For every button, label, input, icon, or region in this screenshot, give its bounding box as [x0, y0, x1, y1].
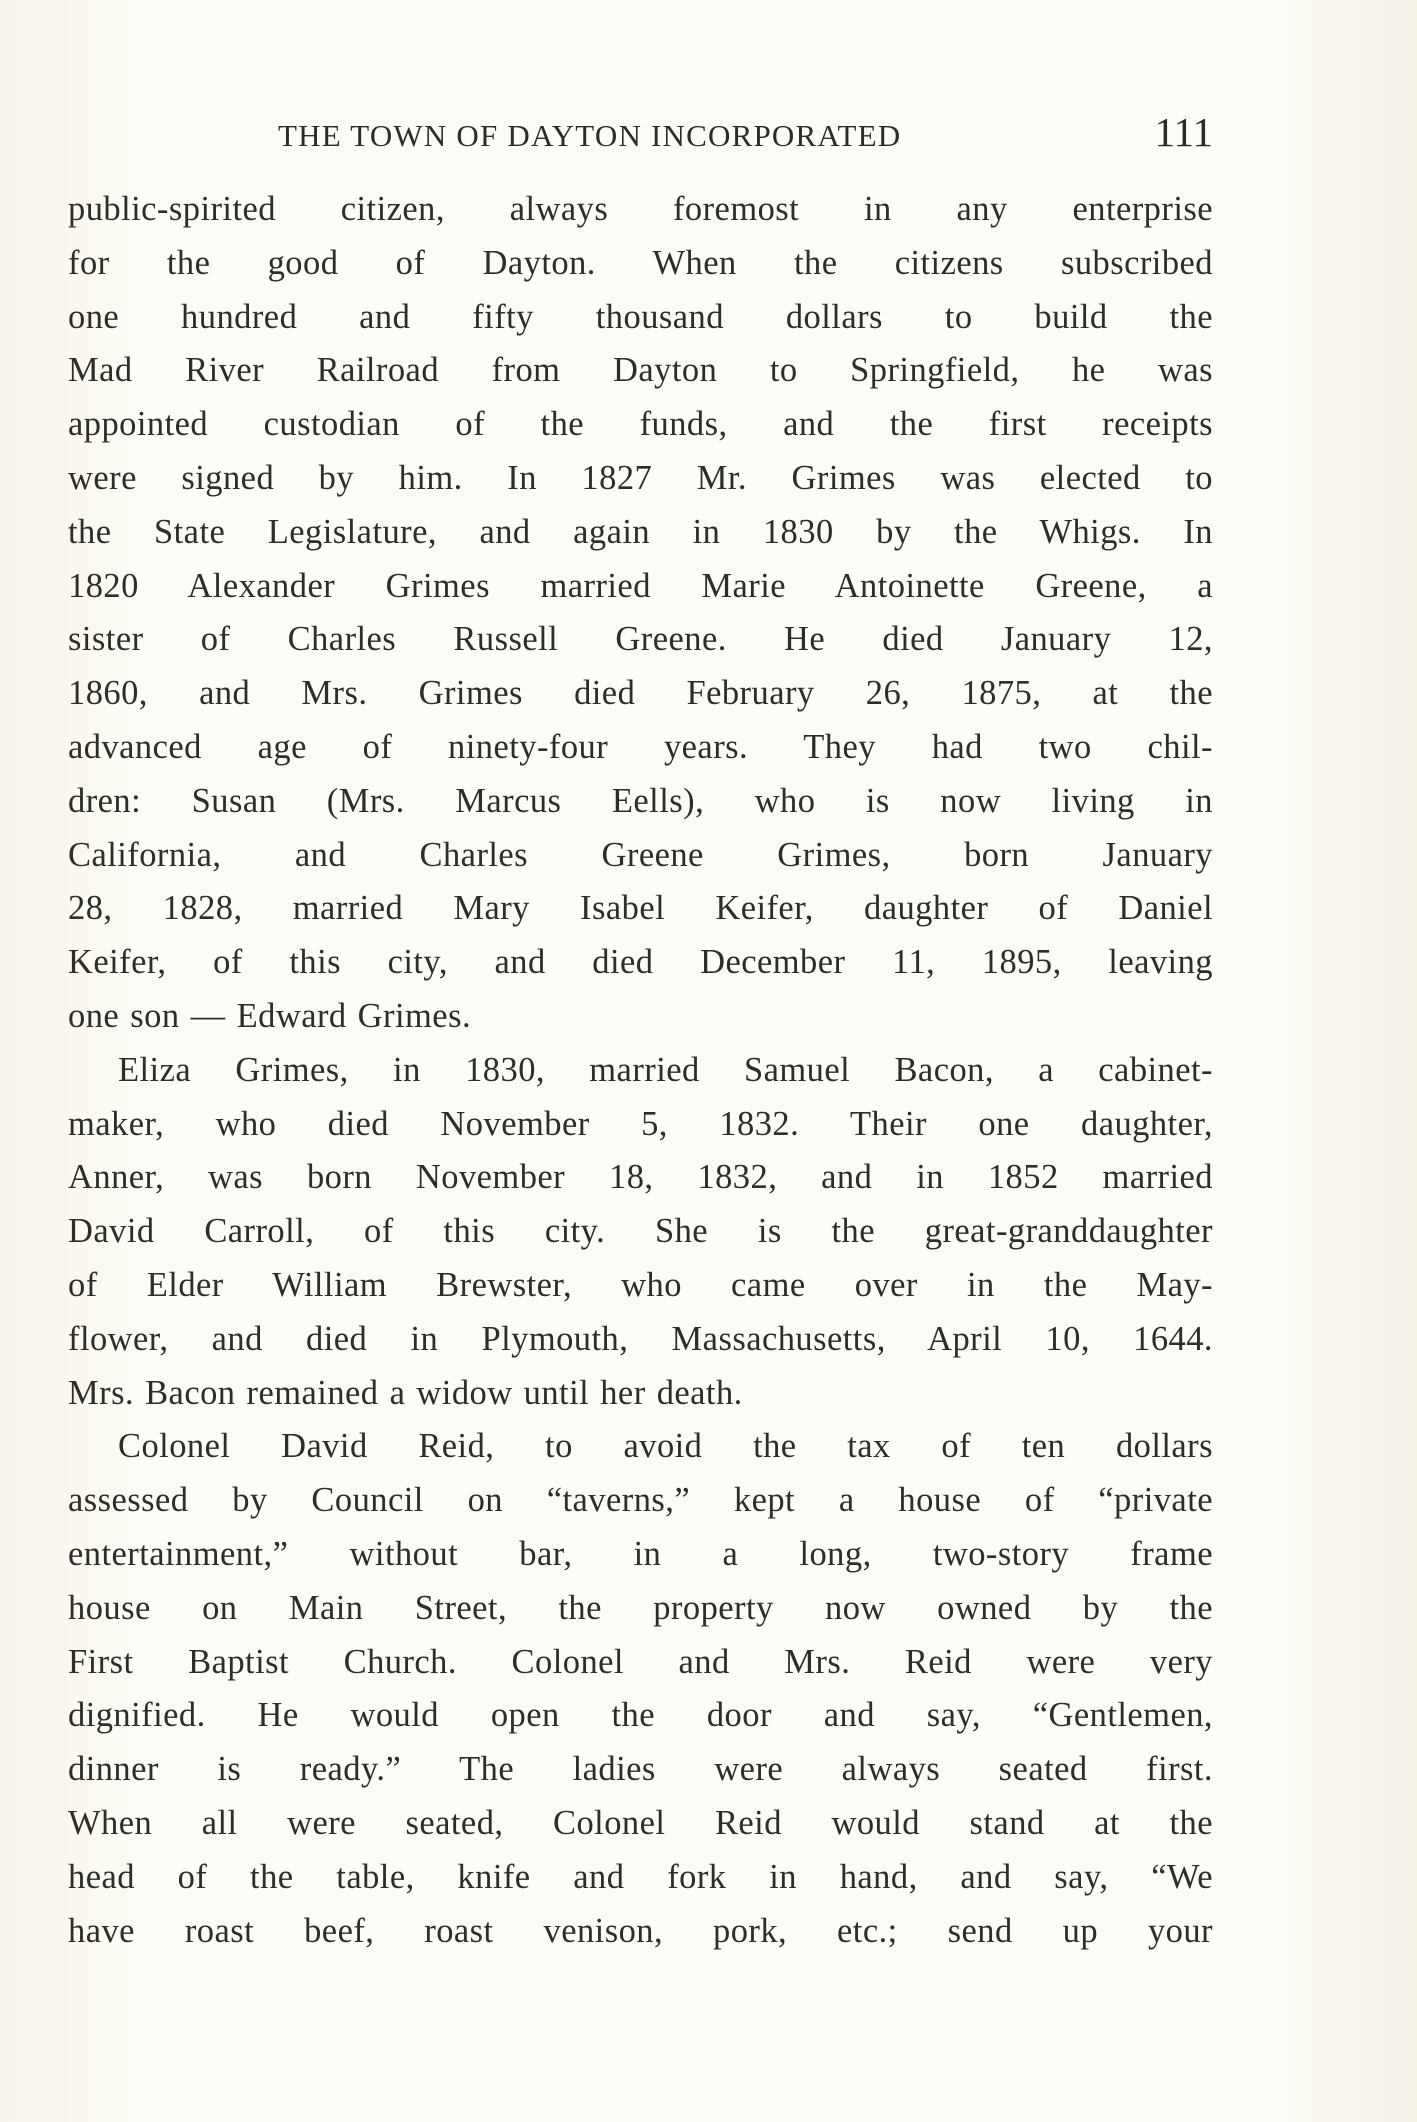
- text-line: entertainment,” without bar, in a long, two-story frame: [68, 1534, 1213, 1573]
- text-line: advanced age of ninety-four years. They had two chil-: [68, 727, 1213, 766]
- text-line: head of the table, knife and fork in hand, and say, “We: [68, 1857, 1213, 1896]
- text-line: When all were seated, Colonel Reid would stand at the: [68, 1803, 1213, 1842]
- text-line: dignified. He would open the door and say, “Gentlemen,: [68, 1696, 1213, 1735]
- text-line: appointed custodian of the funds, and the first receipts: [68, 405, 1213, 444]
- paragraph-start-line: Eliza Grimes, in 1830, married Samuel Bacon, a cabinet-: [118, 1050, 1213, 1089]
- text-line: were signed by him. In 1827 Mr. Grimes was elected to: [68, 458, 1213, 497]
- body-text: [68, 183, 1213, 1958]
- text-line: assessed by Council on “taverns,” kept a house of “private: [68, 1481, 1213, 1520]
- page-number: 111: [1154, 109, 1213, 155]
- text-line: Keifer, of this city, and died December 11, 1895, leaving: [68, 943, 1213, 982]
- running-head: THE TOWN OF DAYTON INCORPORATED: [278, 118, 902, 153]
- text-line: flower, and died in Plymouth, Massachusetts, April 10, 1644.: [68, 1319, 1213, 1358]
- text-line: of Elder William Brewster, who came over in the May-: [68, 1265, 1213, 1304]
- text-line: sister of Charles Russell Greene. He died January 12,: [68, 620, 1213, 659]
- text-line: dinner is ready.” The ladies were always seated first.: [68, 1750, 1213, 1789]
- text-line: the State Legislature, and again in 1830 by the Whigs. In: [68, 512, 1213, 551]
- page-header: [68, 108, 1213, 166]
- text-line: Mrs. Bacon remained a widow until her death.: [68, 1373, 743, 1412]
- text-line: maker, who died November 5, 1832. Their one daughter,: [68, 1104, 1213, 1143]
- text-line: dren: Susan (Mrs. Marcus Eells), who is now living in: [68, 781, 1213, 820]
- text-line: 28, 1828, married Mary Isabel Keifer, daughter of Daniel: [68, 889, 1213, 928]
- text-line: have roast beef, roast venison, pork, etc.; send up your: [68, 1911, 1213, 1950]
- text-line: for the good of Dayton. When the citizens subscribed: [68, 243, 1213, 282]
- text-line: 1860, and Mrs. Grimes died February 26, 1875, at the: [68, 674, 1213, 713]
- text-line: First Baptist Church. Colonel and Mrs. Reid were very: [68, 1642, 1213, 1681]
- text-line: Anner, was born November 18, 1832, and in 1852 married: [68, 1158, 1213, 1197]
- text-line: Mad River Railroad from Dayton to Springfield, he was: [68, 351, 1213, 390]
- text-line: 1820 Alexander Grimes married Marie Antoinette Greene, a: [68, 566, 1213, 605]
- text-line: house on Main Street, the property now owned by the: [68, 1588, 1213, 1627]
- text-line: one son — Edward Grimes.: [68, 996, 472, 1035]
- paragraph-start-line: Colonel David Reid, to avoid the tax of ten dollars: [118, 1427, 1213, 1466]
- text-line: California, and Charles Greene Grimes, born January: [68, 835, 1213, 874]
- text-line: David Carroll, of this city. She is the great-granddaughter: [68, 1212, 1213, 1251]
- text-line: public-spirited citizen, always foremost in any enterprise: [68, 190, 1213, 228]
- text-line: one hundred and fifty thousand dollars to build the: [68, 297, 1213, 336]
